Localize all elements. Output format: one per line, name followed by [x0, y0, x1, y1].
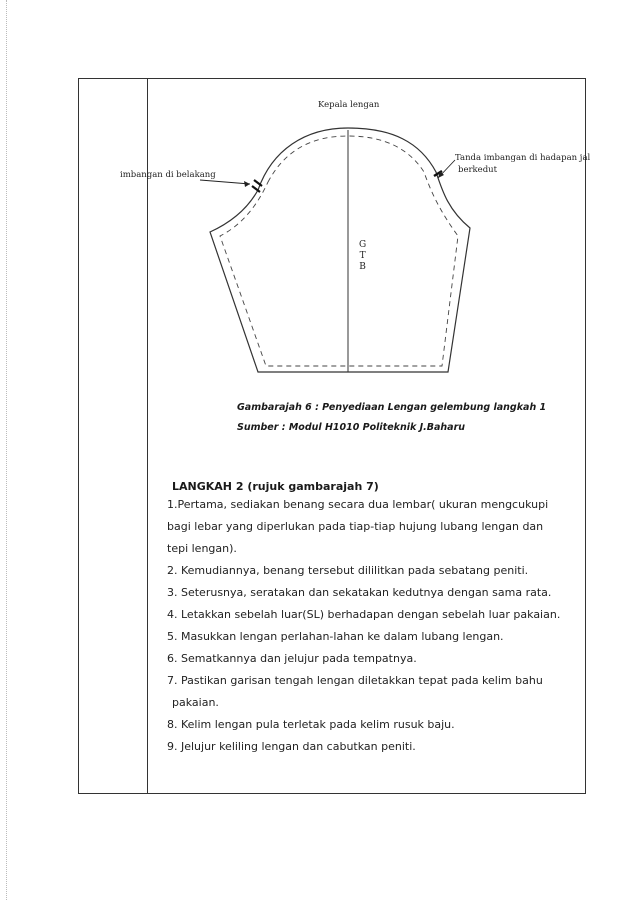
step-line: 5. Masukkan lengan perlahan-lahan ke dalam lubang lengan. [167, 630, 504, 643]
front-notch-label: Tanda imbangan di hadapan jal [455, 153, 591, 163]
step-line: 8. Kelim lengan pula terletak pada kelim rusuk baju. [167, 718, 455, 731]
step-line: 2. Kemudiannya, benang tersebut dililitkan pada sebatang peniti. [167, 564, 529, 577]
step-line: 6. Sematkannya dan jelujur pada tempatnya. [167, 652, 417, 665]
step-line: 7. Pastikan garisan tengah lengan diletakkan tepat pada kelim bahu [167, 674, 543, 687]
sleeve-cap-label: Kepala lengan [318, 100, 380, 110]
grain-letter-b: B [359, 262, 366, 272]
step-line: 1.Pertama, sediakan benang secara dua lembar( ukuran mengcukupi [167, 498, 549, 511]
grain-letters [359, 240, 366, 273]
figure-caption-source: Sumber : Modul H1010 Politeknik J.Baharu [237, 422, 466, 433]
sleeve-dashed-inner [220, 136, 458, 366]
back-notch-mark [252, 180, 262, 192]
gathered-label: berkedut [458, 165, 498, 175]
grain-letter-g: G [359, 240, 367, 250]
back-notch-label: imbangan di belakang [120, 170, 216, 180]
step-line: tepi lengan). [167, 542, 237, 555]
sleeve-outline [210, 128, 470, 372]
figure-caption-title: Gambarajah 6 : Penyediaan Lengan gelembung langkah 1 [237, 402, 547, 413]
step-line: 4. Letakkan sebelah luar(SL) berhadapan dengan sebelah luar pakaian. [167, 608, 561, 621]
step-line: pakaian. [172, 696, 219, 709]
step-line: bagi lebar yang diperlukan pada tiap-tiap hujung lubang lengan dan [167, 520, 544, 533]
grain-letter-t: T [359, 251, 366, 261]
left-label-arrow [200, 180, 250, 184]
section-heading: LANGKAH 2 (rujuk gambarajah 7) [172, 480, 379, 493]
step-line: 9. Jelujur keliling lengan dan cabutkan peniti. [167, 740, 416, 753]
step-line: 3. Seterusnya, seratakan dan sekatakan kedutnya dengan sama rata. [167, 586, 552, 599]
